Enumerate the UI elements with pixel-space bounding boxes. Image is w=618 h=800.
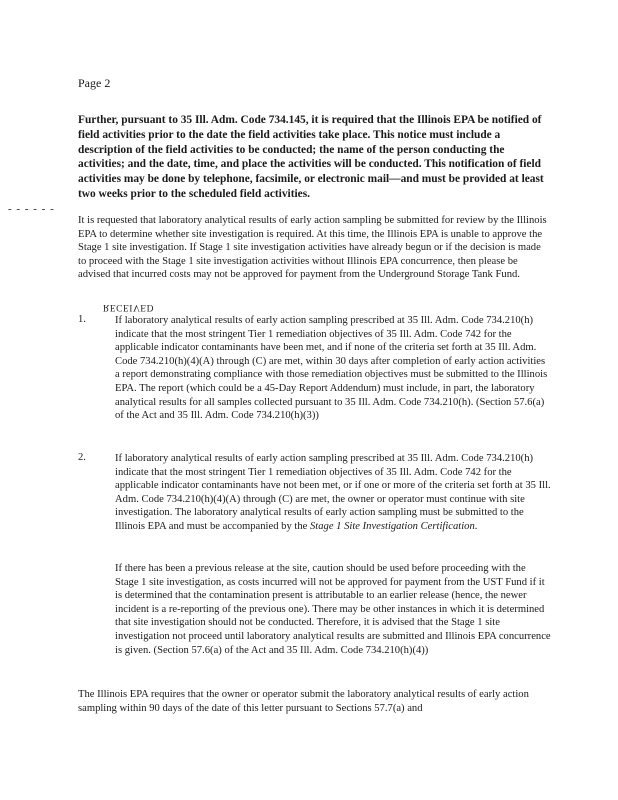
- received-stamp: RECEIVED: [103, 302, 154, 312]
- margin-dash-mark: - - - - - -: [8, 203, 55, 215]
- item-2-caution-paragraph: If there has been a previous release at the site, caution should be used before proceeding with the Stage 1 site investigation, as costs incurred will not be approved for payment from the UST Fund if it is determined that the contamination present is attributable to an earlier release (hence, the newer incident is a re-reporting of the previous one). There may be other instances in which it is determined that site investigation should not be conducted. Therefore, it is advised that the Stage 1 site investigation not proceed until laboratory analytical results are submitted and Illinois EPA concurrence is given. (Section 57.6(a) of the Act and 35 Ill. Adm. Code 734.210(h)(4)): [115, 563, 551, 656]
- intro-paragraph: It is requested that laboratory analytical results of early action sampling be submitted for review by the Illinois EPA to determine whether site investigation is required. At this time, the Illinois EPA is unable to approve the Stage 1 site investigation. If Stage 1 site investigation activities have already begun or if the decision is made to proceed with the Stage 1 site investigation activities without Illinois EPA concurrence, then please be advised that incurred costs may not be approved for payment from the Underground Storage Tank Fund.: [78, 215, 547, 281]
- stage-1-certification-title: Stage 1 Site Investigation Certification: [309, 520, 475, 532]
- item-2-number: 2.: [78, 452, 86, 463]
- item-2-text: [115, 452, 551, 534]
- item-2-body: If laboratory analytical results of early action sampling prescribed at 35 Ill. Adm. Code 734.210(h) indicate that the most stringent Tier 1 remediation objectives of 35 Ill. Adm. Code 742 for the applicable indicator contaminants have not been met, or if one or more of the criteria set forth at 35 Ill. Adm. Code 734.210(h)(4)(A) through (C) are met, the owner or operator must continue with site investigation. The laboratory analytical results of early action sampling must be submitted to the Illinois EPA and must be accompanied by the: [115, 453, 551, 532]
- closing-paragraph: The Illinois EPA requires that the owner or operator submit the laboratory analytical results of early action sampling within 90 days of the date of this letter pursuant to Sections 57.7(a) and: [78, 689, 529, 714]
- item-1-number: 1.: [78, 314, 86, 325]
- page-number: Page 2: [78, 76, 111, 90]
- item-1-text: If laboratory analytical results of early action sampling prescribed at 35 Ill. Adm. Code 734.210(h) indicate that the most stringent Tier 1 remediation objectives of 35 Ill. Adm. Code 742 for the applicable indicator contaminants have been met, and if none of the criteria set forth at 35 Ill. Adm. Code 734.210(h)(4)(A) through (C) are met, within 30 days after completion of early action activities a report demonstrating compliance with those remediation objectives must be submitted to the Illinois EPA. The report (which could be a 45-Day Report Addendum) must include, in part, the laboratory analytical results for all samples collected pursuant to 35 Ill. Adm. Code 734.210(h). (Section 57.6(a) of the Act and 35 Ill. Adm. Code 734.210(h)(3)): [115, 315, 548, 422]
- field-activities-notice: Further, pursuant to 35 Ill. Adm. Code 734.145, it is required that the Illinois EPA be notified of field activities prior to the date the field activities take place. This notice must include a description of the field activities to be conducted; the name of the person conducting the activities; and the date, time, and place the activities will be conducted. This notification of field activities may be done by telephone, facsimile, or electronic mail—and must be provided at least two weeks prior to the scheduled field activities.: [78, 114, 544, 200]
- item-2-end: .: [474, 520, 478, 532]
